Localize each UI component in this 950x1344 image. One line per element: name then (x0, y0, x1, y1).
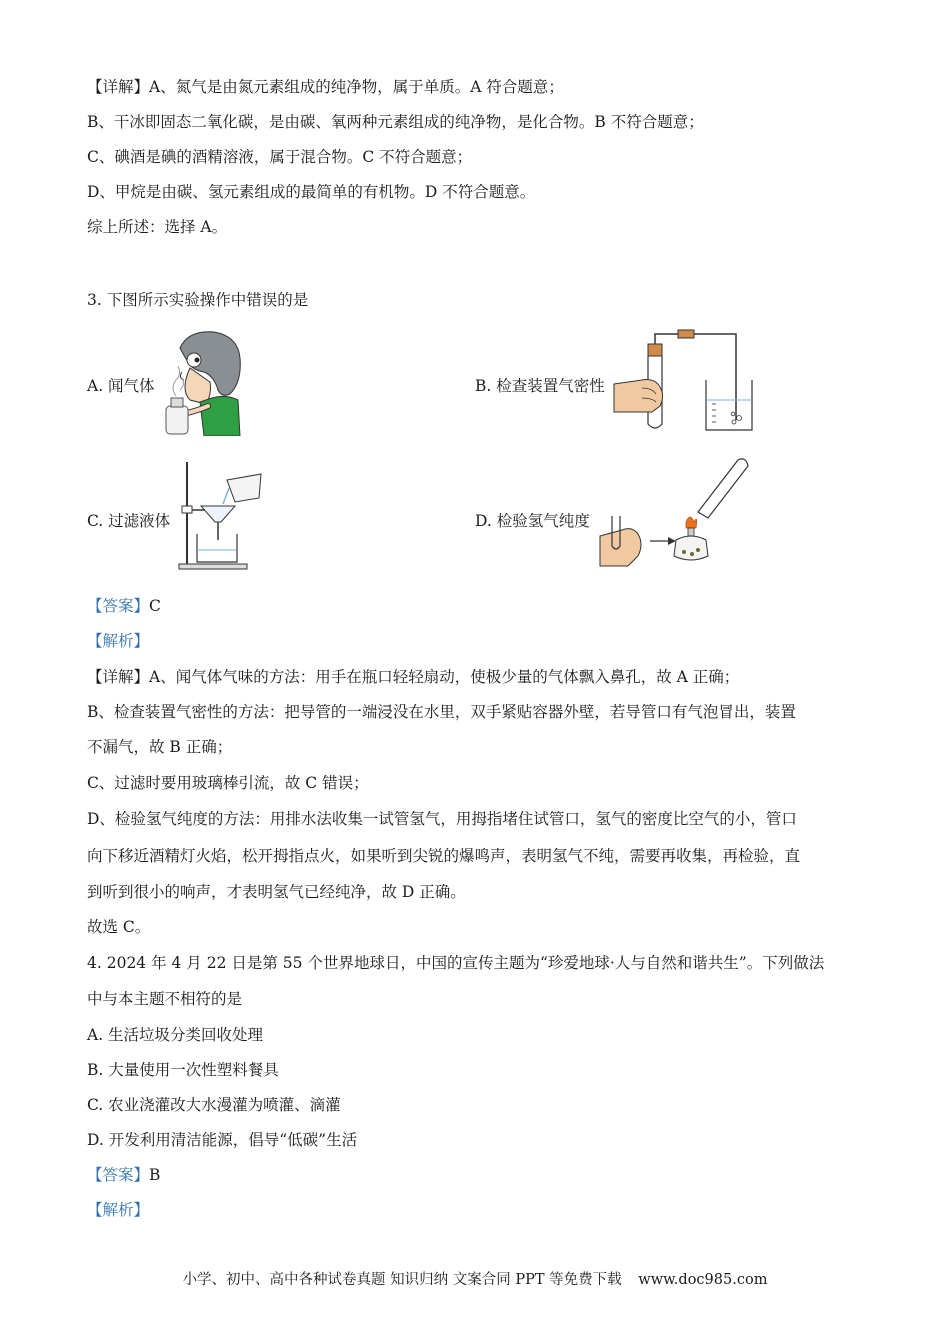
q3-detail-line-6: 向下移近酒精灯火焰，松开拇指点火，如果听到尖锐的爆鸣声，表明氢气不纯，需要再收集，再检验，直 (87, 847, 801, 865)
answer-tag: 【答案】 (87, 597, 150, 615)
q3-option-a: A. 闻气体 (87, 377, 155, 395)
q4-answer: B (149, 1166, 161, 1184)
q4-option-b: B. 大量使用一次性塑料餐具 (87, 1061, 279, 1079)
question-4-text-line-1: 4. 2024 年 4 月 22 日是第 55 个世界地球日，中国的宣传主题为“珍爱地球·人与自然和谐共生”。下列做法 (87, 954, 825, 972)
airtightness-illustration (612, 328, 757, 434)
q4-answer-line (87, 1164, 160, 1186)
q3-detail-line-7: 到听到很小的响声，才表明氢气已经纯净，故 D 正确。 (87, 883, 466, 901)
detail-line-1: 【详解】A、氮气是由氮元素组成的纯净物，属于单质。A 符合题意； (87, 78, 564, 96)
smell-gas-illustration (160, 328, 245, 436)
q3-analysis-tag: 【解析】 (87, 632, 150, 650)
summary-line: 综上所述：选择 A。 (87, 218, 228, 236)
q3-detail-line-1: 【详解】A、闻气体气味的方法：用手在瓶口轻轻扇动，使极少量的气体飘入鼻孔，故 A 正确； (87, 668, 740, 686)
question-4-text-line-2: 中与本主题不相符的是 (87, 990, 243, 1008)
q3-option-c: C. 过滤液体 (87, 512, 171, 530)
hydrogen-test-illustration (598, 456, 758, 574)
footer-text: 小学、初中、高中各种试卷真题 知识归纳 文案合同 PPT 等免费下载 (182, 1272, 622, 1288)
q4-option-a: A. 生活垃圾分类回收处理 (87, 1026, 264, 1044)
detail-line-2: B、干冰即固态二氧化碳，是由碳、氧两种元素组成的纯净物，是化合物。B 不符合题意； (87, 113, 704, 131)
q3-detail-line-2: B、检查装置气密性的方法：把导管的一端浸没在水里，双手紧贴容器外壁，若导管口有气泡冒出，装置 (87, 703, 796, 721)
q3-option-b: B. 检查装置气密性 (475, 377, 605, 395)
q3-detail-line-3: 不漏气，故 B 正确； (87, 738, 233, 756)
q4-option-c: C. 农业浇灌改大水漫灌为喷灌、滴灌 (87, 1096, 341, 1114)
answer-tag: 【答案】 (87, 1166, 150, 1184)
q3-option-d: D. 检验氢气纯度 (475, 512, 590, 530)
q3-conclusion: 故选 C。 (87, 918, 151, 936)
filtration-illustration (175, 458, 270, 570)
question-3-text: 3. 下图所示实验操作中错误的是 (87, 291, 309, 309)
q3-detail-line-5: D、检验氢气纯度的方法：用排水法收集一试管氢气，用拇指堵住试管口，氢气的密度比空气的小，管口 (87, 810, 797, 828)
detail-line-4: D、甲烷是由碳、氢元素组成的最简单的有机物。D 不符合题意。 (87, 183, 536, 201)
detail-line-3: C、碘酒是碘的酒精溶液，属于混合物。C 不符合题意； (87, 148, 473, 166)
q4-analysis-tag: 【解析】 (87, 1201, 150, 1219)
footer-link[interactable]: www.doc985.com (638, 1272, 768, 1288)
q3-answer-line (87, 595, 161, 617)
q3-answer: C (149, 597, 161, 615)
q4-option-d: D. 开发利用清洁能源，倡导“低碳”生活 (87, 1131, 358, 1149)
q3-detail-line-4: C、过滤时要用玻璃棒引流，故 C 错误； (87, 774, 369, 792)
page-footer (0, 1268, 950, 1289)
